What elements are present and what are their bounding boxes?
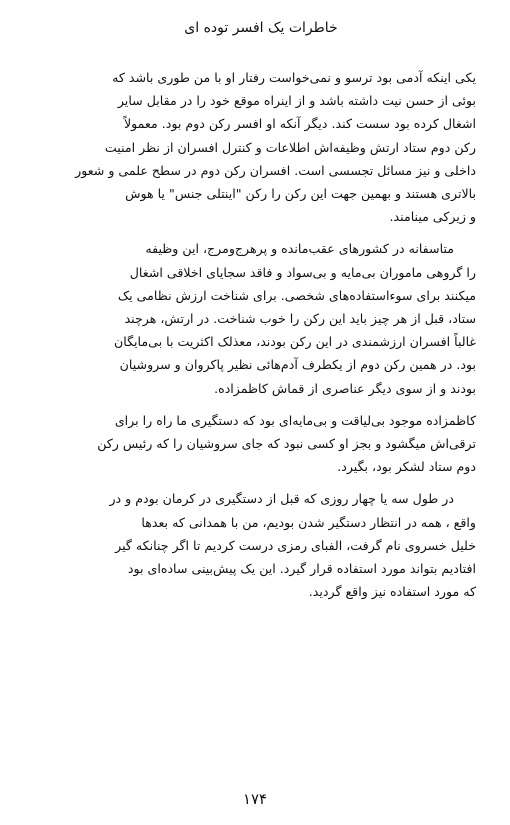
text-line: بوئی از حسن نیت داشته باشد و از اینراه موقع خود را در مقابل سایر <box>117 93 476 109</box>
text-line: و زیرکی مینامند. <box>389 209 476 225</box>
paragraph <box>46 487 476 603</box>
text-line: خلیل خسروی نام گرفت، الفبای رمزی درست کردیم تا اگر چنانکه گیر <box>115 537 476 553</box>
text-line: را گروهی ماموران بی‌مایه و بی‌سواد و فاقد سجایای اخلاقی اشغال <box>129 264 476 280</box>
paragraph <box>46 237 476 399</box>
paragraph <box>46 66 476 228</box>
page-number: ۱۷۴ <box>242 790 268 808</box>
text-line: که مورد استفاده نیز واقع گردید. <box>308 584 476 600</box>
text-line: دوم ستاد لشکر بود، بگیرد. <box>337 459 476 475</box>
paragraph <box>46 409 476 479</box>
body-text <box>46 66 476 603</box>
text-line: یکی اینکه آدمی بود ترسو و نمی‌خواست رفتار او با من طوری باشد که <box>112 70 476 85</box>
text-line: اشغال کرده بود سست کند. دیگر آنکه او افسر رکن دوم بود. معمولاً <box>123 116 476 132</box>
text-line: بودند و از سوی دیگر عناصری از قماش کاظمزاده. <box>214 380 476 396</box>
text-line: غالباً افسران ارزشمندی در این رکن بودند، معذلک اکثریت با بی‌مایگان <box>113 334 476 350</box>
text-line: بالاتری هستند و بهمین جهت این رکن را رکن "اینتلی جنس" یا هوش <box>125 186 476 202</box>
text-line: میکنند برای سوءاستفاده‌های شخصی. برای شناخت ارزش نظامی یک <box>117 287 476 303</box>
text-line: ترقی‌اش میگشود و بجز او کسی نبود که جای سروشیان را که رئیس رکن <box>97 436 476 452</box>
text-line: واقع ، همه در انتظار دستگیر شدن بودیم، من با همدانی که بعدها <box>141 514 476 530</box>
text-line: متاسفانه در کشورهای عقب‌مانده و پرهرج‌ومرج، این وظیفه <box>145 241 454 257</box>
text-line: در طول سه یا چهار روزی که قبل از دستگیری در کرمان بودم و در <box>109 491 454 507</box>
text-line: بود. در همین رکن دوم از یکطرف آدم‌هائی نظیر پاکروان و سروشیان <box>119 357 476 373</box>
text-line: کاظمزاده موجود بی‌لیاقت و بی‌مایه‌ای بود که دستگیری ما راه را برای <box>114 412 476 428</box>
text-line: افتادیم بتواند مورد استفاده قرار گیرد. این یک پیش‌بینی ساده‌ای بود <box>127 561 476 577</box>
text-line: داخلی و نیز مسائل تجسسی است. افسران رکن دوم در سطح علمی و شعور <box>75 162 476 178</box>
running-header: خاطرات یک افسر توده ای <box>184 20 338 36</box>
text-line: رکن دوم ستاد ارتش وظیفه‌اش اطلاعات و کنترل افسران از نظر امنیت <box>104 139 476 155</box>
text-line: ستاد، قبل از هر چیز باید این رکن را خوب شناخت. در ارتش، هرچند <box>124 311 476 327</box>
